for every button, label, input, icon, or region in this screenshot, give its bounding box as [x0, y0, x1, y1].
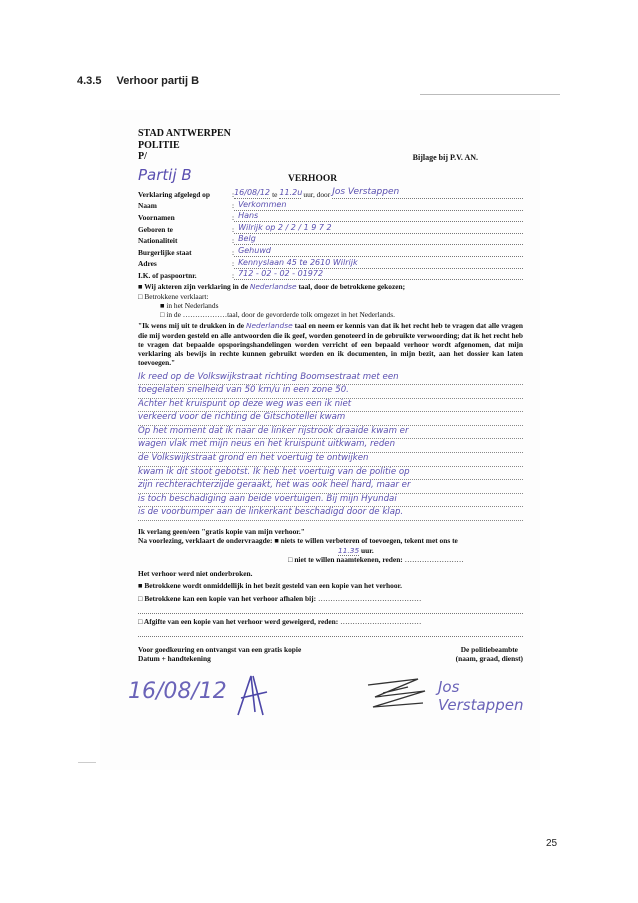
- option-onmiddellijk: ■ Betrokkene wordt onmiddellijk in het bezit gesteld van een kopie van het verhoor.: [138, 581, 402, 591]
- field-row: I.K. of paspoortnr. : 712 - 02 - 02 - 01972: [138, 269, 523, 281]
- statement-line: is toch beschadiging aan beide voertuigen. Bij mijn Hyundai: [138, 494, 523, 508]
- field-label: I.K. of paspoortnr.: [138, 271, 197, 280]
- option-other-lang: □ in de ………………taal, door de gevorderde tolk omgezet in het Nederlands.: [160, 310, 395, 319]
- statement-line: Op het moment dat ik naar de linker rijstrook draaide kwam er: [138, 426, 523, 440]
- verklaring-label: Verklaring afgelegd op: [138, 189, 210, 199]
- faint-line: [78, 762, 96, 763]
- field-value: Gehuwd: [234, 246, 523, 257]
- statement-line: is de voorbumper aan de linkerkant beschadigd door de klap.: [138, 507, 523, 521]
- field-value: Verkommen: [234, 200, 523, 211]
- field-row: Geboren te : Wilrijk op 2 / 2 / 1 9 7 2: [138, 222, 523, 234]
- field-value: 712 - 02 - 02 - 01972: [234, 269, 523, 280]
- signature-date: 16/08/12: [128, 678, 227, 704]
- goedkeuring-2: Datum + handtekening: [138, 654, 211, 664]
- statement-line: kwam ik dit stoot gebotst. Ik heb het voertuig van de politie op: [138, 467, 523, 481]
- field-label: Adres: [138, 259, 157, 269]
- bijlage-label: Bijlage bij P.V. AN.: [412, 152, 478, 162]
- person-fields: [138, 199, 523, 280]
- field-row: Burgerlijke staat : Gehuwd: [138, 245, 523, 257]
- language-hand: Nederlandse: [249, 282, 297, 292]
- field-label: Voornamen: [138, 213, 175, 223]
- statement-line: zijn rechterachterzijde geraakt, het was ook heel hard, maar er: [138, 480, 523, 494]
- field-row: Naam : Verkommen: [138, 199, 523, 211]
- verhoor-form: [128, 128, 524, 728]
- org-name-1: STAD ANTWERPEN: [138, 128, 231, 139]
- page-number: 25: [546, 838, 558, 849]
- language-text-a: Wij akteren zijn verklaring in de: [144, 282, 248, 292]
- signature-area: [128, 668, 524, 728]
- end-time: 11.35: [338, 545, 360, 555]
- statement-line: toegelaten snelheid van 50 km/u in een zone 50.: [138, 385, 523, 399]
- end-time-line: 11.35 uur.: [338, 545, 374, 555]
- section-title: Verhoor partij B: [116, 75, 200, 87]
- form-title: VERHOOR: [288, 173, 338, 184]
- field-row: Nationaliteit : Belg: [138, 234, 523, 246]
- signature-labels: [138, 645, 523, 664]
- officer-signature: Jos Verstappen: [438, 677, 524, 715]
- party-handwritten: Partij B: [138, 165, 192, 184]
- statement-line: verkeerd voor de richting de Gitschotellei kwam: [138, 412, 523, 426]
- rights-paragraph: "Ik wens mij uit te drukken in de Nederlandse taal en neem er kennis van dat ik het recht heb te vragen dat alle vragen die mij worden gesteld en alle antwoorden die ik geef, worden genoteerd in de gebruikte verwoording; dat ik het recht heb te vragen dat bepaalde opsporingshandelingen worden verricht of een bepaald verhoor wordt afgenomen, dat mijn verklaring als bewijs in rechte kunnen gebruikt worden en ik documenten, in mijn bezit, aan het dossier kan laten toevoegen.": [138, 321, 523, 368]
- option-geweigerd: □ Afgifte van een kopie van het verhoor werd geweigerd, reden: ……………………………: [138, 616, 422, 626]
- option-afhalen: □ Betrokkene kan een kopie van het verhoor afhalen bij: ……………………………………: [138, 593, 422, 603]
- section-heading: [77, 75, 199, 87]
- org-name-2: POLITIE: [138, 139, 180, 151]
- statement-line: Ik reed op de Volkswijkstraat richting Boomsestraat met een: [138, 372, 523, 386]
- statement-block: [138, 372, 523, 522]
- door-name: Jos Verstappen: [332, 187, 523, 199]
- verklaring-row: Verklaring afgelegd op : 16/08/12 te 11.2u uur, door Jos Verstappen: [138, 188, 523, 200]
- section-number: 4.3.5: [77, 75, 102, 87]
- kopie-line: Ik verlang geen/een "gratis kopie van mijn verhoor.": [138, 527, 305, 537]
- dotted-line: [138, 603, 523, 614]
- statement-line: de Volkswijkstraat grond en het voertuig te ontwijken: [138, 453, 523, 467]
- field-value: Hans: [234, 211, 523, 222]
- niet-tekenen-line: □ niet te willen naamtekenen, reden: ……………………: [288, 554, 464, 564]
- field-value: Belg: [234, 234, 523, 245]
- beambte-2: (naam, graad, dienst): [455, 654, 523, 664]
- verklaring-time: 11.2u: [279, 188, 303, 198]
- field-label: Burgerlijke staat: [138, 247, 192, 257]
- te-label: te: [272, 189, 278, 199]
- statement-line: Achter het kruispunt op deze weg was een ik niet: [138, 399, 523, 413]
- language-line: ■ Wij akteren zijn verklaring in de Nederlandse taal, door de betrokkene gekozen;: [138, 282, 406, 292]
- field-row: Adres : Kennyslaan 45 te 2610 Wilrijk: [138, 257, 523, 269]
- language-text-b: taal, door de betrokkene gekozen;: [298, 282, 406, 292]
- voorlezing-line: Na voorlezing, verklaart de ondervraagde: ■ niets te willen verbeteren of toevoegen, tekent met ons te: [138, 536, 458, 546]
- header-rule: [420, 94, 560, 95]
- beambte-1: De politiebeambte: [460, 645, 518, 655]
- pv-label: P/: [138, 151, 147, 162]
- statement-line: wagen vlak met mijn neus en het kruispunt uitkwam, reden: [138, 439, 523, 453]
- uur-door-label: uur, door: [303, 189, 331, 199]
- niet-onderbroken: Het verhoor werd niet onderbroken.: [138, 569, 253, 579]
- stamp-signature-icon: [363, 673, 433, 713]
- field-label: Naam: [138, 201, 157, 211]
- betrokkene-verklaart: □ Betrokkene verklaart:: [138, 291, 209, 301]
- verklaring-date: 16/08/12: [234, 188, 270, 198]
- goedkeuring-1: Voor goedkeuring en ontvangst van een gratis kopie: [138, 645, 302, 655]
- party-signature-icon: [233, 670, 273, 720]
- dotted-line: [138, 626, 523, 637]
- field-label: Geboren te: [138, 224, 173, 234]
- field-value: Kennyslaan 45 te 2610 Wilrijk: [234, 258, 523, 269]
- option-nl: ■ in het Nederlands: [160, 300, 219, 310]
- field-row: Voornamen : Hans: [138, 211, 523, 223]
- field-label: Nationaliteit: [138, 236, 178, 246]
- field-value: Wilrijk op 2 / 2 / 1 9 7 2: [234, 223, 523, 234]
